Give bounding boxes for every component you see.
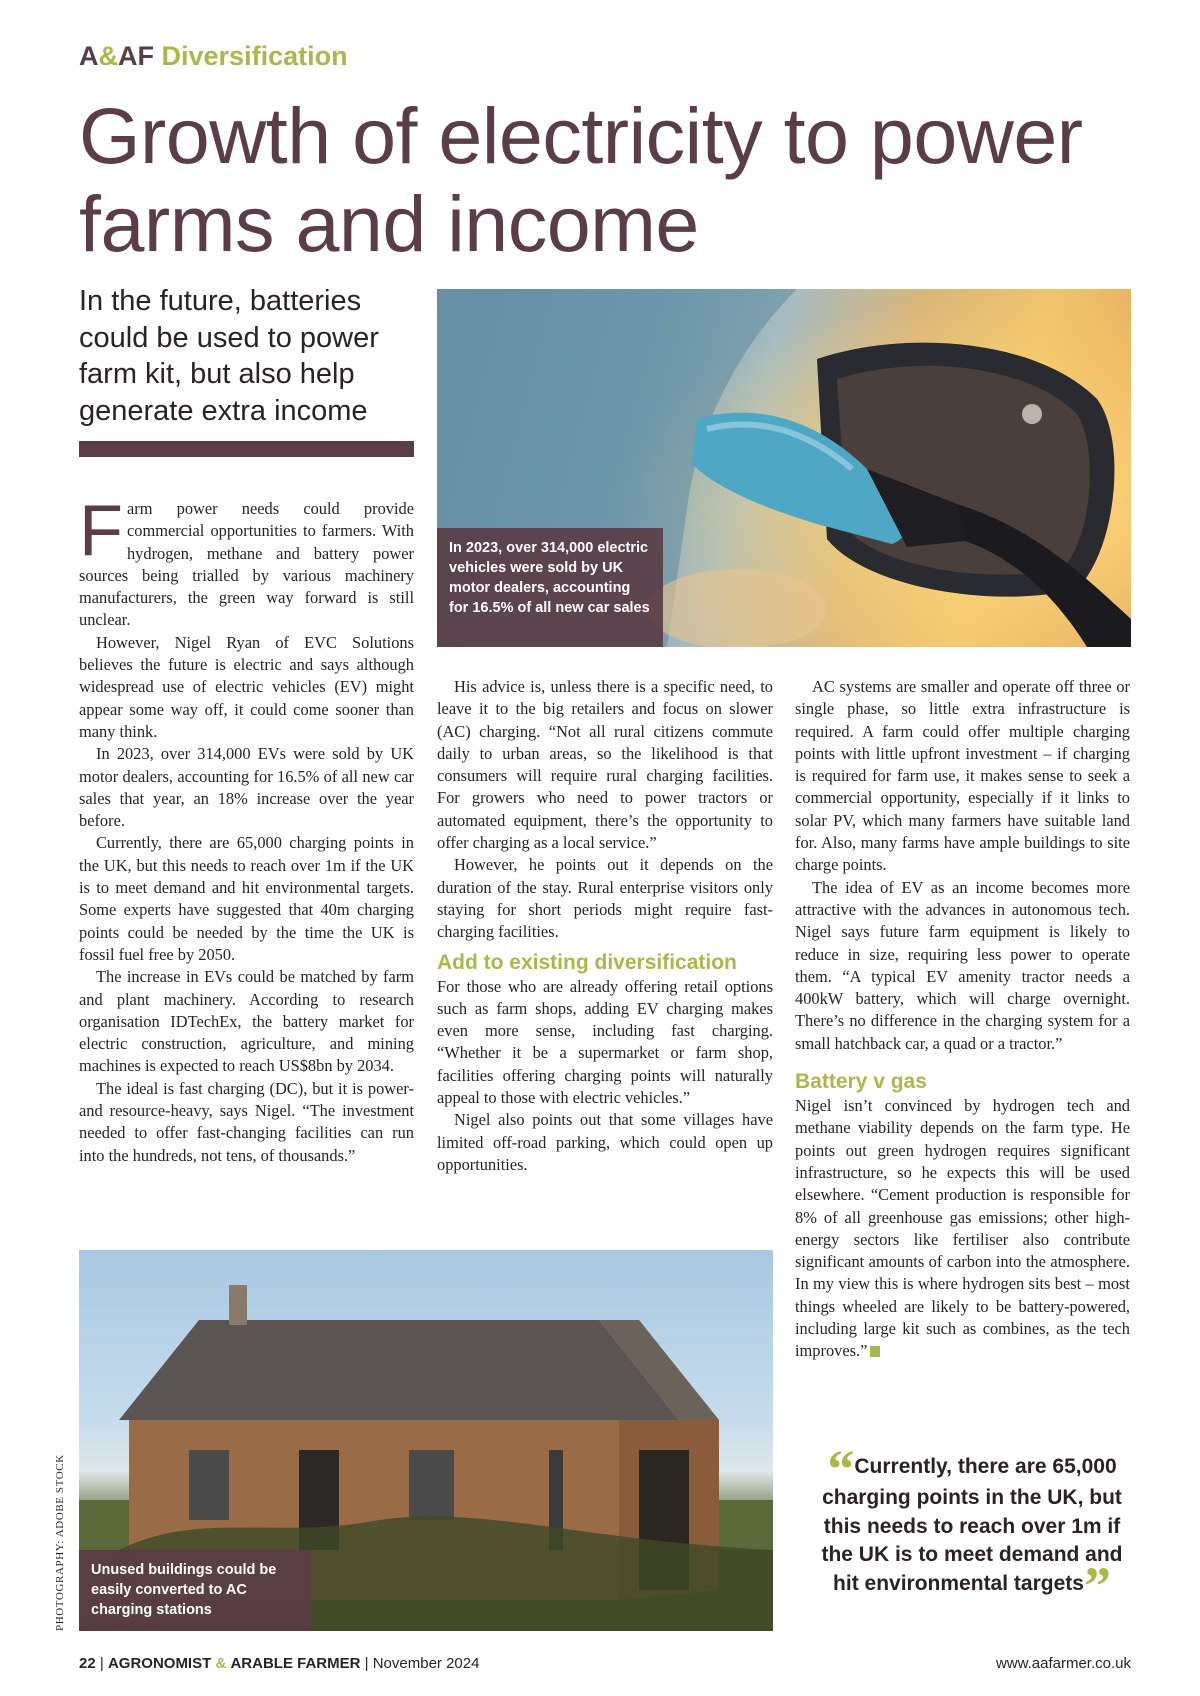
publication-amp: & [215, 1655, 227, 1672]
paragraph: arm power needs could provide commercial opportunities to farmers. With hydrogen, methane and battery power sources being trialled by various machinery manufacturers, the green way forward is still unclear. [79, 499, 414, 630]
footer-folio [79, 1655, 479, 1672]
publication-name-b: ARABLE FARMER [230, 1655, 361, 1672]
section-name: Diversification [161, 41, 348, 71]
paragraph: Nigel also points out that some villages have limited off-road parking, which could open up opportunities. [437, 1110, 773, 1174]
photo-credit: PHOTOGRAPHY: ADOBE STOCK [54, 1454, 66, 1631]
paragraph: Currently, there are 65,000 charging points in the UK, but this needs to reach over 1m if the UK is to meet demand and hit environmental targets. Some experts have suggested that 40m charging points could be needed by the time the UK is fossil fuel free by 2050. [79, 833, 414, 964]
separator: | [99, 1655, 108, 1672]
brand-amp: & [98, 41, 118, 71]
pull-quote [814, 1439, 1130, 1616]
article-column-2 [437, 676, 773, 1176]
paragraph: His advice is, unless there is a specific need, to leave it to the big retailers and focus on slower (AC) charging. “Not all rural citizens commute daily to urban areas, so the likelihood is that consumers will require rural charging facilities. For growers who need to power tractors or automated equipment, there’s the opportunity to offer charging as a local service.” [437, 677, 773, 853]
subhead-add-to-existing-diversification: Add to existing diversification [437, 950, 737, 974]
paragraph: The idea of EV as an income becomes more attractive with the advances in autonomous tech. Nigel says future farm equipment is likely to reduce in size, requiring less power to operate them. “A typical EV amenity tractor needs a 400kW battery, which will charge overnight. There’s no difference in the charging system for a small hatchback car, a quad or a tractor.” [795, 877, 1130, 1053]
publication-name-a: AGRONOMIST [107, 1655, 212, 1672]
end-mark-icon [870, 1346, 880, 1357]
section-tag [79, 41, 348, 72]
article-column-3 [795, 676, 1130, 1363]
issue-date: November 2024 [372, 1655, 480, 1672]
brand-a: A [79, 41, 99, 71]
paragraph: However, he points out it depends on the duration of the stay. Rural enterprise visitors only staying for short periods might require fast-charging facilities. [437, 855, 773, 942]
paragraph: In 2023, over 314,000 EVs were sold by UK motor dealers, accounting for 16.5% of all new car sales that year, an 18% increase over the year before. [79, 744, 414, 831]
page-number: 22 [79, 1655, 96, 1672]
paragraph: The ideal is fast charging (DC), but it is power- and resource-heavy, says Nigel. “The investment needed to offer fast-changing facilities can run into the hundreds, not tens, of thousands.” [79, 1078, 414, 1165]
paragraph: The increase in EVs could be matched by farm and plant machinery. According to research organisation IDTechEx, the battery market for electric construction, agriculture, and mining machines is expected to reach US$8bn by 2034. [79, 967, 414, 1076]
paragraph: However, Nigel Ryan of EVC Solutions believes the future is electric and says although widespread use of electric vehicles (EV) might appear some way off, it could come sooner than many think. [79, 632, 414, 741]
headline: Growth of electricity to power farms and income [79, 91, 1083, 268]
standfirst: In the future, batteries could be used to power farm kit, but also help generate extra income [79, 285, 379, 427]
paragraph-text: Nigel isn’t convinced by hydrogen tech and methane viability depends on the farm type. He points out green hydrogen requires significant infrastructure, so he expects this will be used elsewhere. “Cement production is responsible for 8% of all greenhouse gas emissions; other high-energy sectors like fertiliser also contribute significant amounts of carbon into the atmosphere. In my view this is where hydrogen sits best – most things wheeled are likely to be battery-powered, including large kit such as combines, as the tech improves.” [795, 1096, 1130, 1361]
open-quote-icon: “ [827, 1439, 855, 1499]
pull-quote-text: Currently, there are 65,000 charging points in the UK, but this needs to reach over 1m if the UK is to meet demand and hit environmental targets [821, 1455, 1123, 1595]
article-column-1 [79, 491, 414, 1167]
close-quote-icon: ” [1083, 1555, 1111, 1616]
paragraph: AC systems are smaller and operate off three or single phase, so little extra infrastructure is required. A farm could offer multiple charging points with little upfront investment – if charging is required for farm use, it makes sense to seek a commercial opportunity, especially if it links to solar PV, which many farmers have suitable land for. Also, many farms have ample buildings to site charge points. [795, 677, 1130, 875]
drop-cap: F [79, 491, 123, 571]
brand-b: AF [118, 41, 154, 71]
paragraph: For those who are already offering retail options such as farm shops, adding EV charging makes even more sense, including fast charging. “Whether it be a supermarket or farm shop, facilities offering charging points will naturally appeal to those with electric vehicles.” [437, 976, 773, 1108]
paragraph [795, 1095, 1130, 1363]
barn-photo-caption: Unused buildings could be easily converted to AC charging stations [79, 1550, 311, 1631]
website-url: www.aafarmer.co.uk [995, 1655, 1131, 1672]
ev-photo-caption: In 2023, over 314,000 electric vehicles were sold by UK motor dealers, accounting for 16.5% of all new car sales [437, 528, 663, 647]
separator: | [364, 1655, 373, 1672]
subhead-battery-v-gas: Battery v gas [795, 1070, 927, 1094]
standfirst-rule [79, 441, 414, 457]
